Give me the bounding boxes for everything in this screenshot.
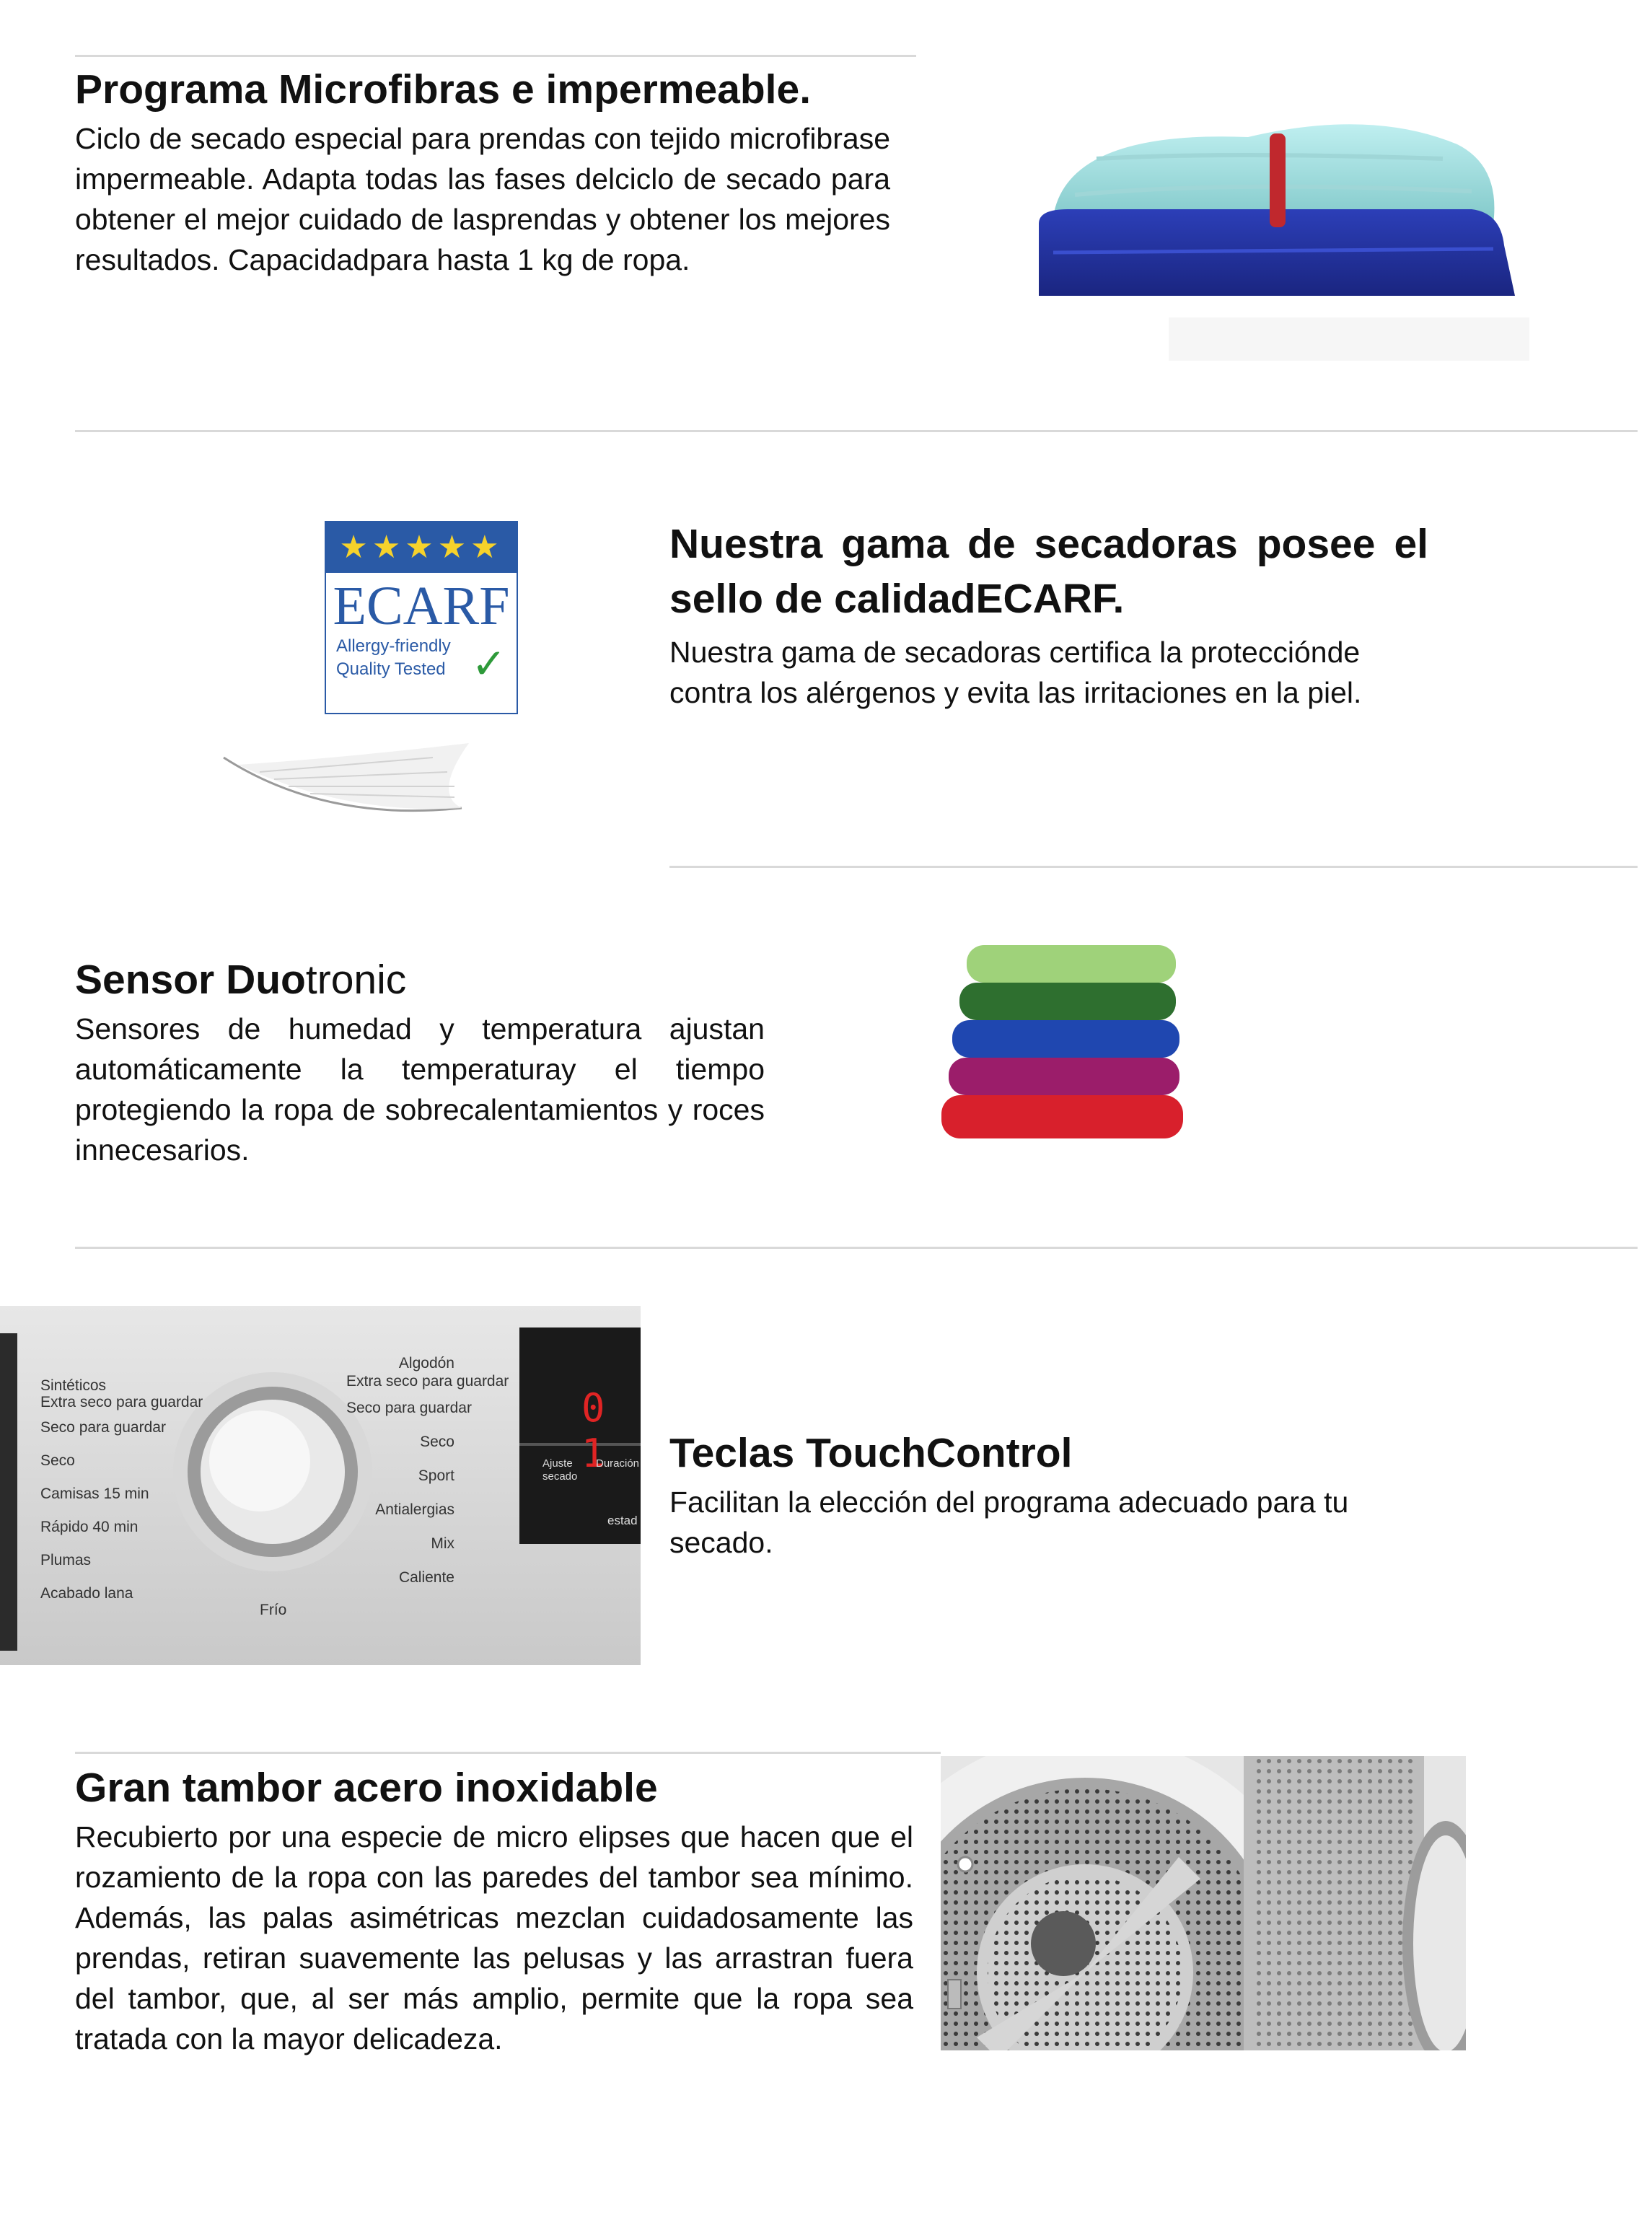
display-footer-text: estad: [607, 1514, 638, 1527]
section-title-microfibras: Programa Microfibras e impermeable.: [75, 66, 812, 113]
dial-label: Camisas 15 min: [40, 1485, 149, 1502]
divider-2: [669, 866, 1638, 868]
divider-3: [75, 1247, 1638, 1249]
ecarf-line1: Allergy-friendly: [336, 636, 451, 656]
title-light-part: tronic: [305, 957, 407, 1003]
dial-label: Extra seco para guardar: [346, 1373, 509, 1390]
section-title-sensor: [75, 952, 796, 1007]
dial-label: Mix: [431, 1535, 454, 1552]
ecarf-brand: ECARF: [333, 576, 510, 636]
section-body-microfibras: Ciclo de secado especial para prendas con tejido microfibrase impermeable. Adapta todas las fases delciclo de secado para obtener el mejor cuidado de lasprendas y obtener los mejores resultados. Capacidadpara hasta 1 kg de ropa.: [75, 122, 890, 276]
touch-button-ajuste: Ajuste secado: [542, 1457, 578, 1483]
dial-labels-right: [346, 1355, 509, 1594]
dryer-control-panel: [0, 1306, 641, 1665]
divider-1: [75, 430, 1638, 432]
section-body-ecarf: Nuestra gama de secadoras certifica la protecciónde contra los alérgenos y evita las irritaciones en la piel.: [669, 636, 1362, 709]
star-icon: ★★★★★: [339, 530, 504, 565]
dial-label: Antialergias: [375, 1501, 454, 1518]
touch-button-duracion: Duración: [596, 1457, 640, 1470]
dial-label: Rápido 40 min: [40, 1519, 139, 1535]
dial-label: Caliente: [398, 1569, 454, 1586]
dial-labels-left: [40, 1378, 206, 1610]
dial-label: Seco: [40, 1452, 75, 1469]
display-digits: 0 1: [581, 1385, 605, 1476]
dial-label: Seco para guardar: [346, 1400, 472, 1416]
check-icon: ✓: [471, 641, 506, 688]
ecarf-badge: [325, 521, 518, 714]
dial-label: Extra seco para guardar: [40, 1394, 203, 1410]
section-title-ecarf: Nuestra gama de secadoras posee el sello de calidadECARF.: [669, 521, 1428, 622]
section-body-touchcontrol: Facilitan la elección del programa adecuado para tu secado.: [669, 1485, 1349, 1559]
dial-label: Algodón: [398, 1355, 454, 1372]
dial-label: Acabado lana: [40, 1585, 133, 1602]
divider-top: [75, 55, 916, 57]
section-body-sensor: Sensores de humedad y temperatura ajustan automáticamente la temperaturay el tiempo protegiendo la ropa de sobrecalentamientos y roces innecesarios.: [75, 1012, 765, 1167]
dial-label: Sintéticos: [40, 1377, 107, 1394]
dial-label: Plumas: [40, 1552, 92, 1568]
ecarf-stars-band: [326, 522, 517, 573]
towels-image: [938, 931, 1212, 1162]
divider-4: [75, 1752, 941, 1754]
dial-label: Seco para guardar: [40, 1419, 166, 1436]
dial-label-bottom: Frío: [260, 1602, 287, 1618]
sleeping-bags-image: [1010, 101, 1551, 375]
section-title-tambor: Gran tambor acero inoxidable: [75, 1765, 658, 1811]
title-bold-part: Sensor Duo: [75, 957, 306, 1003]
ecarf-line2: Quality Tested: [336, 659, 446, 679]
drum-image: [941, 1756, 1466, 2050]
section-body-tambor: Recubierto por una especie de micro elipses que hacen que el rozamiento de la ropa con las paredes del tambor sea mínimo. Además, las palas asimétricas mezclan cuidadosamente las prendas, retiran suavemente las pelusas y las arrastran fuera del tambor, que, al ser más amplio, permite que la ropa sea tratada con la mayor delicadeza.: [75, 1820, 913, 2055]
feather-image: [216, 729, 505, 830]
section-title-touchcontrol: Teclas TouchControl: [669, 1430, 1073, 1476]
dial-label: Sport: [418, 1467, 454, 1484]
dial-label: Seco: [420, 1434, 454, 1450]
